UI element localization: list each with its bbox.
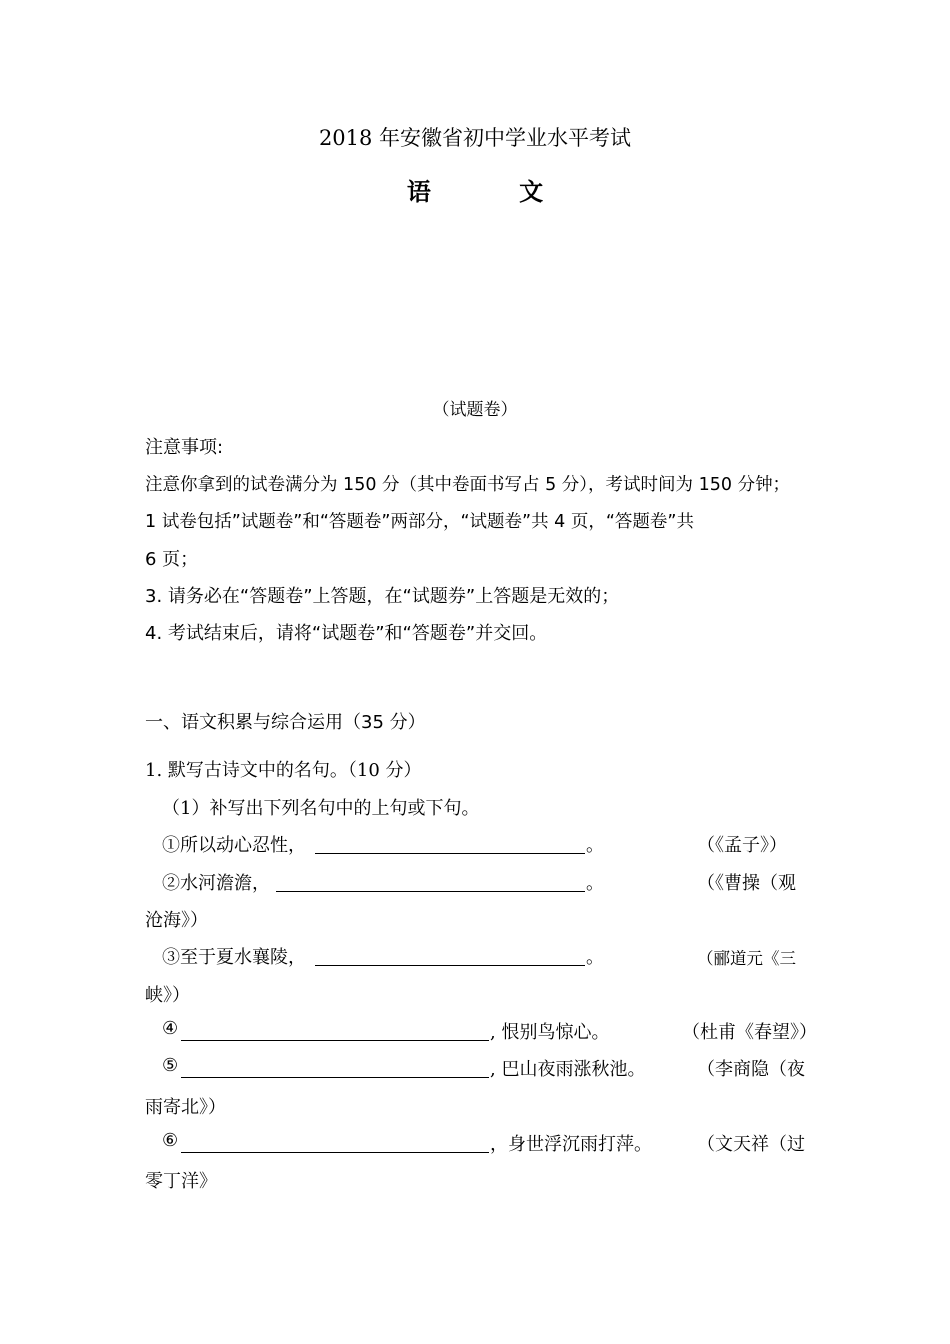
item-2-source: （《曹操（观 <box>697 873 796 894</box>
item-2-answer-blank[interactable] <box>276 891 585 892</box>
exam-title: 2018 年安徽省初中学业水平考试 <box>318 126 632 150</box>
notice-line-2: 1 试卷包括”试题卷”和“答题卷”两部分，“试题卷”共 4 页，“答题卷”共 <box>145 512 694 532</box>
item-3-source: （郦道元《三 <box>697 949 796 968</box>
item-4-suffix: , 恨别鸟惊心。 <box>490 1022 610 1043</box>
item-6-source-wrap: 零丁洋》 <box>145 1171 217 1192</box>
item-4-answer-blank[interactable] <box>181 1040 489 1041</box>
notice-heading: 注意事项: <box>145 437 224 458</box>
item-3-answer-blank[interactable] <box>315 965 585 966</box>
question-1: 1. 默写古诗文中的名句。（10 分） <box>145 760 422 781</box>
paper-type-label: （试题卷） <box>432 400 518 420</box>
item-6-source: （文天祥（过 <box>697 1134 805 1155</box>
item-4-source: （杜甫《春望》） <box>682 1022 817 1043</box>
item-2-suffix: 。 <box>586 873 604 894</box>
item-1-source: （《孟子》） <box>697 835 787 856</box>
item-3-suffix: 。 <box>586 947 604 968</box>
item-2-prefix: ②水河澹澹， <box>162 873 270 894</box>
subject-title: 语 文 <box>406 177 584 206</box>
section-heading: 一、语文积累与综合运用（35 分） <box>145 712 426 733</box>
item-5-answer-blank[interactable] <box>181 1077 489 1078</box>
item-4-prefix: ④ <box>162 1018 179 1039</box>
question-1-subpart: （1）补写出下列名句中的上句或下句。 <box>162 798 480 819</box>
item-5-source: （李商隐（夜 <box>697 1059 805 1080</box>
item-5-source-wrap: 雨寄北》） <box>145 1097 226 1118</box>
item-5-prefix: ⑤ <box>162 1055 179 1076</box>
item-5-suffix: , 巴山夜雨涨秋池。 <box>490 1059 646 1080</box>
item-6-prefix: ⑥ <box>162 1130 179 1151</box>
item-1-suffix: 。 <box>586 835 604 856</box>
item-3-prefix: ③至于夏水襄陵， <box>162 947 306 968</box>
item-1-answer-blank[interactable] <box>315 853 585 854</box>
item-6-suffix: ，身世浮沉雨打萍。 <box>490 1134 652 1155</box>
item-6-answer-blank[interactable] <box>181 1152 489 1153</box>
notice-line-1: 注意你拿到的试卷满分为 150 分（其中卷面书写占 5 分），考试时间为 150 分钟； <box>145 475 791 495</box>
notice-line-4: 4. 考试结束后，请将“试题卷”和“答题卷”并交回。 <box>145 623 548 644</box>
item-2-source-wrap: 沧海》） <box>145 910 208 931</box>
notice-line-2-cont: 6 页； <box>145 549 199 570</box>
notice-line-3: 3. 请务必在“答题卷”上答题，在“试题券”上答题是无效的； <box>145 586 620 607</box>
item-3-source-wrap: 峡》） <box>145 985 190 1006</box>
item-1-prefix: ①所以动心忍性， <box>162 835 306 856</box>
